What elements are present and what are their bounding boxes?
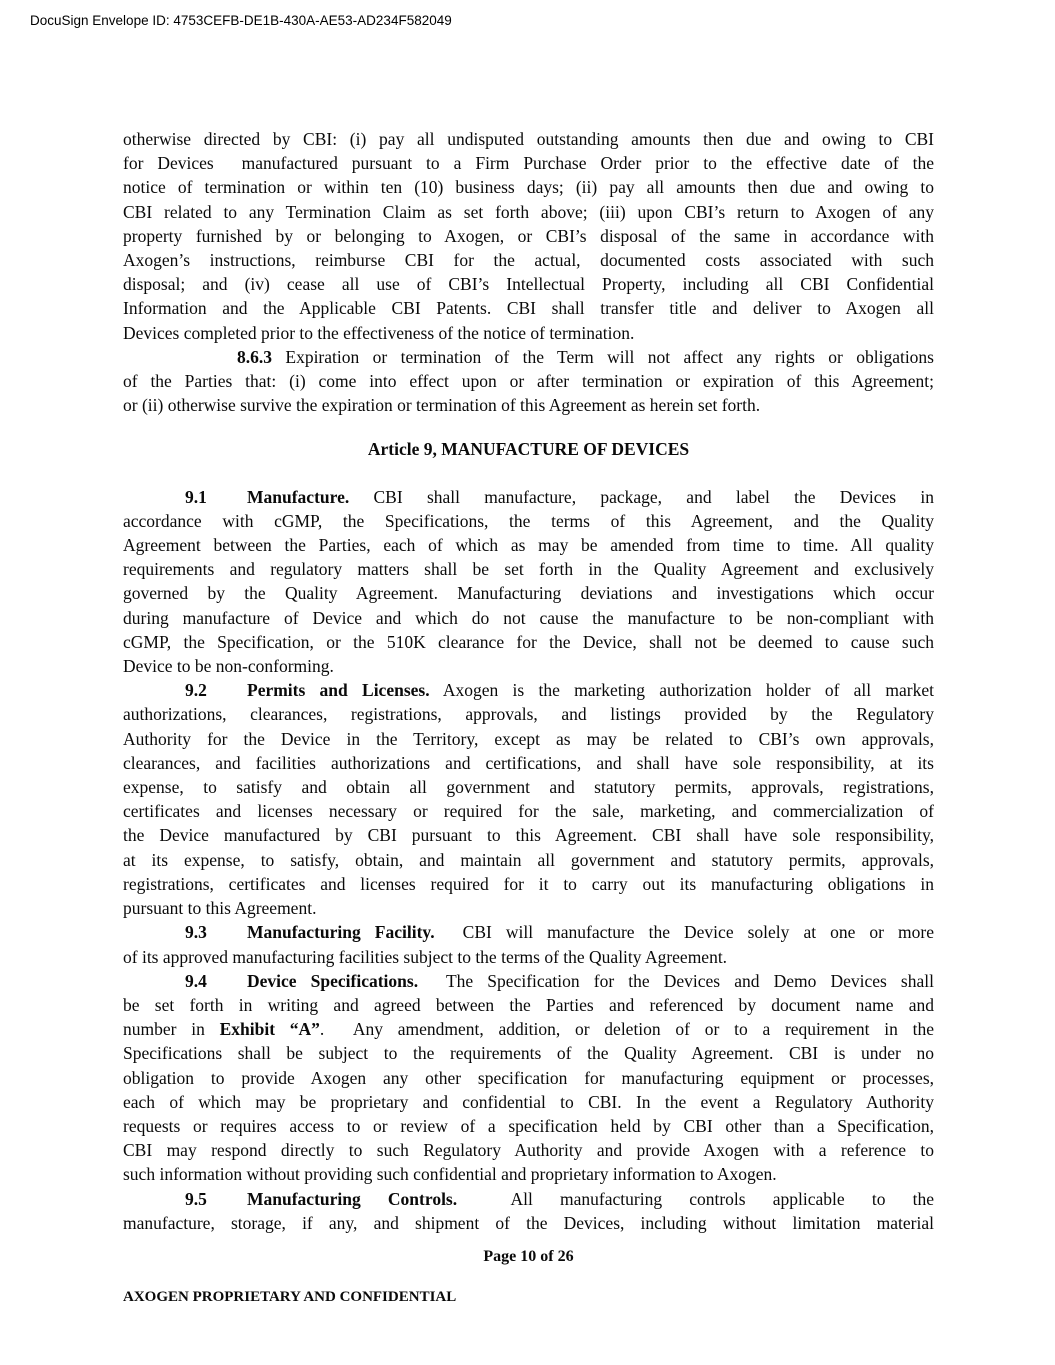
tab-spacer [123, 986, 185, 987]
text: during manufacture of Device and which do not cause the manufacture to be non-compliant with [123, 607, 934, 628]
text-line [123, 1017, 934, 1041]
paragraph-8-6-3 [123, 345, 934, 418]
text: Devices completed prior to the effectiveness of the notice of termination. [123, 322, 635, 343]
text-line [123, 485, 934, 509]
text: such information without providing such confidential and proprietary information to Axogen. [123, 1164, 777, 1185]
text-line [123, 1162, 934, 1186]
text: governed by the Quality Agreement. Manufacturing deviations and investigations which occur [123, 583, 934, 604]
text: authorizations, clearances, registrations, approvals, and listings provided by the Regulatory [123, 704, 934, 725]
confidentiality-footer: AXOGEN PROPRIETARY AND CONFIDENTIAL [123, 1289, 457, 1305]
bold-text: Manufacture. [247, 486, 350, 507]
article-9-heading [123, 437, 934, 461]
text: or (ii) otherwise survive the expiration or termination of this Agreement as herein set forth. [123, 395, 761, 416]
text-line [123, 369, 934, 393]
text-line [123, 727, 934, 751]
text: of the Parties that: (i) come into effect upon or after termination or expiration of this Agreement; [123, 371, 934, 392]
text-line [123, 224, 934, 248]
text: registrations, certificates and licenses required for it to carry out its manufacturing obligations in [123, 873, 934, 894]
text-line [123, 1041, 934, 1065]
text-line [123, 993, 934, 1017]
bold-text: 9.2 [185, 680, 207, 701]
text: obligation to provide Axogen any other specification for manufacturing equipment or processes, [123, 1067, 934, 1088]
text: CBI shall manufacture, package, and label the Devices in [349, 486, 934, 507]
bold-text: Permits and Licenses. [247, 680, 430, 701]
text: certificates and licenses necessary or required for the sale, marketing, and commercialization of [123, 801, 934, 822]
text: Axogen’s instructions, reimburse CBI for the actual, documented costs associated with such [123, 250, 934, 271]
text: All manufacturing controls applicable to the [457, 1188, 935, 1209]
text-line [123, 296, 934, 320]
document-body [123, 127, 934, 1235]
text-line [123, 702, 934, 726]
text-line [123, 920, 934, 944]
text-line [123, 272, 934, 296]
text: of its approved manufacturing facilities subject to the terms of the Quality Agreement. [123, 946, 728, 967]
bold-text: 9.1 [185, 486, 207, 507]
section-9-1-manufacture [123, 485, 934, 679]
text: CBI related to any Termination Claim as set forth above; (iii) upon CBI’s return to Axogen of any [123, 201, 934, 222]
text-line [123, 1114, 934, 1138]
text: . Any amendment, addition, or deletion of or to a requirement in the [319, 1019, 935, 1040]
text-line [123, 151, 934, 175]
text-line [123, 1090, 934, 1114]
text: Agreement between the Parties, each of which as may be amended from time to time. All quality [123, 535, 934, 556]
text: be set forth in writing and agreed between the Parties and referenced by document name and [123, 994, 934, 1015]
text-line [123, 1187, 934, 1211]
text: each of which may be proprietary and confidential to CBI. In the event a Regulatory Authority [123, 1091, 934, 1112]
tab-spacer [123, 362, 237, 363]
bold-text: 9.3 [185, 922, 207, 943]
text-line [123, 945, 934, 969]
text: requests or requires access to or review of a specification held by CBI other than a Specification, [123, 1115, 934, 1136]
text-line [123, 393, 934, 417]
text-line [123, 200, 934, 224]
text: at its expense, to satisfy, obtain, and maintain all government and statutory permits, approvals, [123, 849, 934, 870]
text: Specifications shall be subject to the requirements of the Quality Agreement. CBI is under no [123, 1043, 934, 1064]
text: expense, to satisfy and obtain all government and statutory permits, approvals, registrations, [123, 777, 934, 798]
bold-text: 8.6.3 [237, 346, 272, 367]
text: cGMP, the Specification, or the 510K clearance for the Device, shall not be deemed to cause such [123, 631, 934, 652]
text-line [123, 872, 934, 896]
section-9-2-permits-and-licenses [123, 678, 934, 920]
bold-text: 9.4 [185, 970, 207, 991]
tab-spacer [123, 1204, 185, 1205]
text: Information and the Applicable CBI Patents. CBI shall transfer title and deliver to Axogen all [123, 298, 934, 319]
text: Expiration or termination of the Term will not affect any rights or obligations [272, 346, 934, 367]
text-line [123, 678, 934, 702]
text-line [123, 1138, 934, 1162]
page-number-label: Page 10 of 26 [483, 1248, 574, 1265]
text-line [123, 654, 934, 678]
text-line [123, 248, 934, 272]
text: number in [123, 1019, 220, 1040]
text-line [123, 437, 934, 461]
bold-text: Manufacturing Controls. [247, 1188, 458, 1209]
text-line [123, 1211, 934, 1235]
text: Device to be non-conforming. [123, 656, 334, 677]
text-line [123, 175, 934, 199]
section-9-4-device-specifications [123, 969, 934, 1187]
text-line [123, 896, 934, 920]
bold-text: 9.5 [185, 1188, 207, 1209]
text: CBI will manufacture the Device solely at one or more [434, 922, 935, 943]
text-line [123, 848, 934, 872]
text-line [123, 630, 934, 654]
text: for Devices manufactured pursuant to a Firm Purchase Order prior to the effective date of the [123, 153, 934, 174]
text: notice of termination or within ten (10) business days; (ii) pay all amounts then due and owing to [123, 177, 934, 198]
bold-text: Device Specifications. [247, 970, 419, 991]
text: manufacture, storage, if any, and shipment of the Devices, including without limitation material [123, 1212, 934, 1233]
bold-text: Article 9, MANUFACTURE OF DEVICES [367, 439, 690, 460]
text-line [123, 557, 934, 581]
text-line [123, 823, 934, 847]
section-9-3-manufacturing-facility [123, 920, 934, 968]
text: The Specification for the Devices and Demo Devices shall [418, 970, 934, 991]
text: disposal; and (iv) cease all use of CBI’s Intellectual Property, including all CBI Confidential [123, 274, 934, 295]
text: pursuant to this Agreement. [123, 898, 317, 919]
text-line [123, 345, 934, 369]
text: accordance with cGMP, the Specifications, the terms of this Agreement, and the Quality [123, 510, 934, 531]
text: otherwise directed by CBI: (i) pay all undisputed outstanding amounts then due and owing to CBI [123, 129, 934, 149]
docusign-envelope-id: DocuSign Envelope ID: 4753CEFB-DE1B-430A-AE53-AD234F582049 [30, 13, 452, 28]
text-line [123, 581, 934, 605]
text-line [123, 1066, 934, 1090]
text-line [123, 969, 934, 993]
text-line [123, 606, 934, 630]
text-line [123, 127, 934, 151]
section-9-5-manufacturing-controls [123, 1187, 934, 1235]
bold-text: Manufacturing Facility. [247, 922, 435, 943]
text-line [123, 533, 934, 557]
text: requirements and regulatory matters shall be set forth in the Quality Agreement and exclusively [123, 559, 934, 580]
text-line [123, 509, 934, 533]
tab-spacer [123, 937, 185, 938]
tab-spacer [123, 695, 185, 696]
text: Authority for the Device in the Territory, except as may be related to CBI’s own approvals, [123, 728, 934, 749]
text: property furnished by or belonging to Axogen, or CBI’s disposal of the same in accordance with [123, 225, 934, 246]
text-line [123, 775, 934, 799]
text: CBI may respond directly to such Regulatory Authority and provide Axogen with a reference to [123, 1140, 934, 1161]
text: Axogen is the marketing authorization holder of all market [429, 680, 934, 701]
bold-text: Exhibit “A” [219, 1019, 320, 1040]
text-line [123, 321, 934, 345]
text-line [123, 751, 934, 775]
text: clearances, and facilities authorizations and certifications, and shall have sole responsibility, at its [123, 752, 934, 773]
text-line [123, 799, 934, 823]
paragraph-termination-obligations [123, 127, 934, 345]
tab-spacer [123, 502, 185, 503]
text: the Device manufactured by CBI pursuant to this Agreement. CBI shall have sole responsibility, [123, 825, 934, 846]
